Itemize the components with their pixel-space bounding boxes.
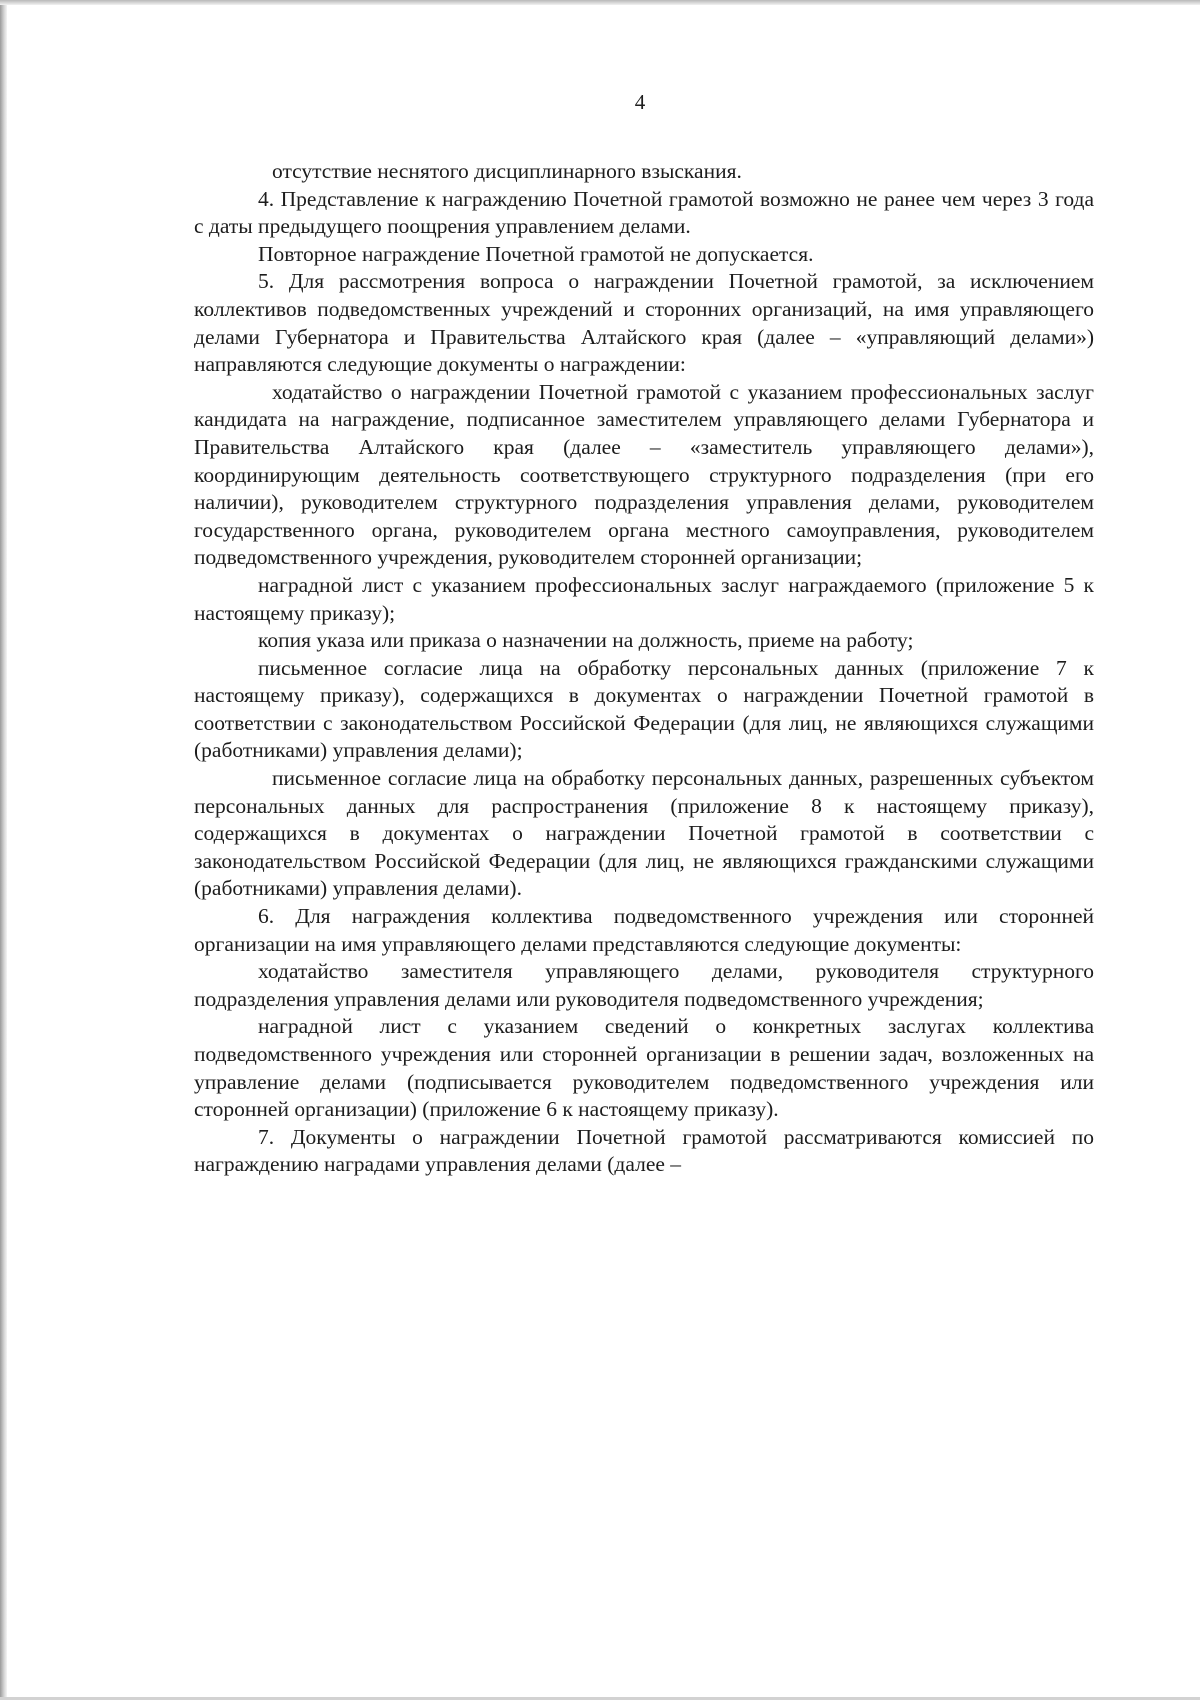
paragraph: письменное согласие лица на обработку персональных данных (приложение 7 к настоящему приказу), содержащихся в документах о награждении Почетной грамотой в соответствии с законодательством Российской Федерации (для лиц, не являющихся служащими (работниками) управления делами); [194, 655, 1094, 763]
document-body [194, 158, 1094, 1179]
paragraph: наградной лист с указанием сведений о конкретных заслугах коллектива подведомственного учреждения или сторонней организации в решении задач, возложенных на управление делами (подписывается руководителем подведомственного учреждения или сторонней организации) (приложение 6 к настоящему приказу). [194, 1014, 1094, 1122]
paragraph: ходатайство о награждении Почетной грамотой с указанием профессиональных заслуг кандидата на награждение, подписанное заместителем управляющего делами Губернатора и Правительства Алтайского края (далее – «заместитель управляющего делами»), координирующим деятельность соответствующего структурного подразделения (при его наличии), руководителем структурного подразделения управления делами, руководителем государственного органа, руководителем органа местного самоуправления, руководителем подведомственного учреждения, руководителем сторонней организации; [194, 379, 1094, 570]
scan-shadow-top [0, 0, 1200, 5]
scan-shadow-left [0, 0, 7, 1700]
paragraph: 6. Для награждения коллектива подведомственного учреждения или сторонней организации на имя управляющего делами представляются следующие документы: [194, 904, 1094, 956]
paragraph: копия указа или приказа о назначении на должность, приеме на работу; [258, 628, 914, 653]
page-number: 4 [634, 90, 646, 114]
paragraph: 7. Документы о награждении Почетной грамотой рассматриваются комиссией по награждению наградами управления делами (далее – [194, 1124, 1094, 1177]
paragraph: наградной лист с указанием профессиональных заслуг награждаемого (приложение 5 к настоящему приказу); [194, 572, 1094, 625]
paragraph: отсутствие неснятого дисциплинарного взыскания. [272, 159, 742, 183]
paragraph: Повторное награждение Почетной грамотой не допускается. [258, 241, 814, 266]
paragraph: письменное согласие лица на обработку персональных данных, разрешенных субъектом персональных данных для распространения (приложение 8 к настоящему приказу), содержащихся в документах о награждении Почетной грамотой в соответствии с законодательством Российской Федерации (для лиц, не являющихся гражданскими служащими (работниками) управления делами). [194, 766, 1094, 901]
paragraph: 4. Представление к награждению Почетной грамотой возможно не ранее чем через 3 года с даты предыдущего поощрения управлением делами. [194, 186, 1094, 239]
paragraph: 5. Для рассмотрения вопроса о награждении Почетной грамотой, за исключением коллективов подведомственных учреждений и сторонних организаций, на имя управляющего делами Губернатора и Правительства Алтайского края (далее – «управляющий делами») направляются следующие документы о награждении: [194, 269, 1094, 377]
paragraph: ходатайство заместителя управляющего делами, руководителя структурного подразделения управления делами или руководителя подведомственного учреждения; [194, 959, 1094, 1011]
